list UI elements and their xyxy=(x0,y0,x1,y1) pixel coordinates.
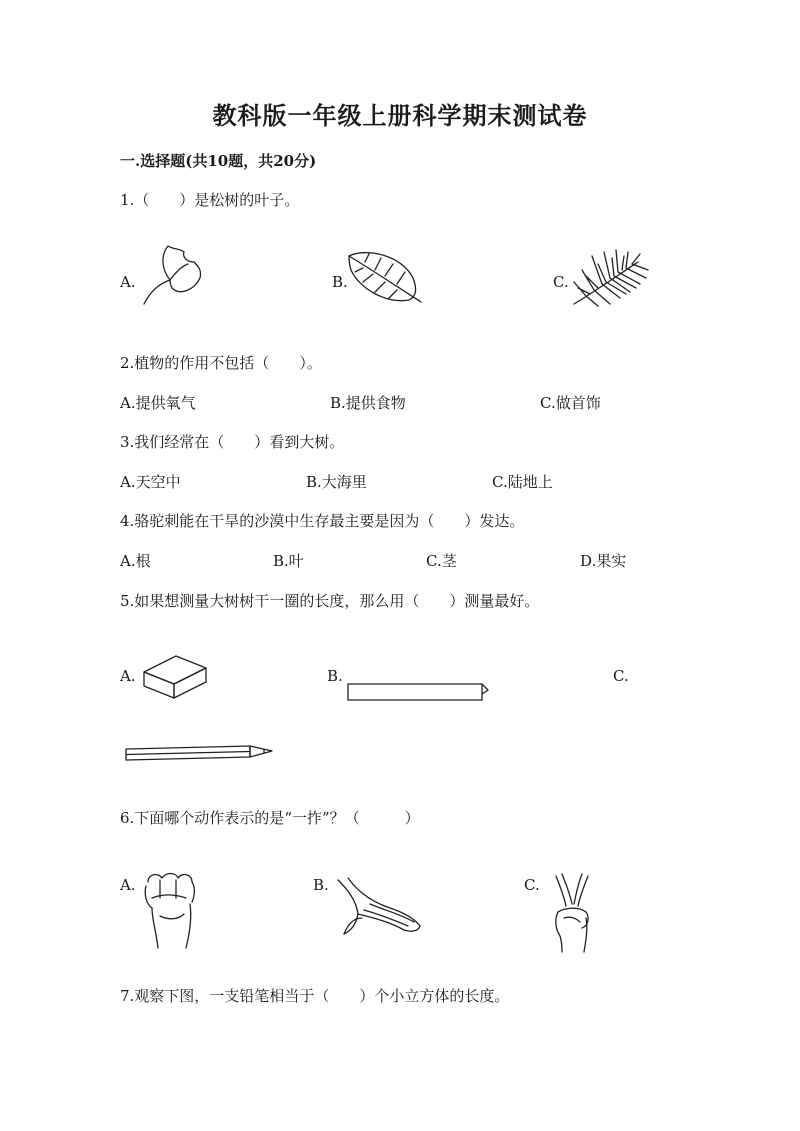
pencil-icon xyxy=(124,744,276,762)
q3-option-c[interactable]: C.陆地上 xyxy=(492,473,553,491)
q5-option-a[interactable]: A. xyxy=(120,667,136,685)
q1-option-a[interactable]: A. xyxy=(120,273,136,291)
q5-option-b[interactable]: B. xyxy=(327,667,343,685)
question-5: 5.如果想测量大树树干一圈的长度，那么用（ ）测量最好。 xyxy=(120,592,540,610)
q4-option-d[interactable]: D.果实 xyxy=(580,552,627,570)
q1-option-c[interactable]: C. xyxy=(553,273,569,291)
question-2: 2.植物的作用不包括（ ）。 xyxy=(120,354,322,372)
q6-option-c[interactable]: C. xyxy=(524,876,540,894)
q2-option-b[interactable]: B.提供食物 xyxy=(330,394,406,412)
pine-needles-icon xyxy=(570,248,650,308)
span-hand-icon xyxy=(334,874,424,938)
q3-option-b[interactable]: B.大海里 xyxy=(306,473,367,491)
q4-option-a[interactable]: A.根 xyxy=(120,552,151,570)
page-title: 教科版一年级上册科学期末测试卷 xyxy=(212,101,588,130)
q4-option-b[interactable]: B.叶 xyxy=(273,552,304,570)
question-7: 7.观察下图，一支铅笔相当于（ ）个小立方体的长度。 xyxy=(120,987,510,1005)
q3-option-a[interactable]: A.天空中 xyxy=(120,473,181,491)
fist-hand-icon xyxy=(138,868,202,952)
q2-option-a[interactable]: A.提供氧气 xyxy=(120,394,196,412)
question-3: 3.我们经常在（ ）看到大树。 xyxy=(120,433,345,451)
question-4: 4.骆驼刺能在干旱的沙漠中生存最主要是因为（ ）发达。 xyxy=(120,512,525,530)
tape-ruler-icon xyxy=(346,680,492,704)
broad-leaf-icon xyxy=(345,248,425,308)
q6-option-a[interactable]: A. xyxy=(120,876,136,894)
q1-option-b[interactable]: B. xyxy=(332,273,348,291)
q4-option-c[interactable]: C.茎 xyxy=(426,552,457,570)
ginkgo-leaf-icon xyxy=(140,242,210,307)
question-1: 1.（ ）是松树的叶子。 xyxy=(120,191,300,209)
section-heading: 一.选择题(共10题，共20分) xyxy=(120,152,317,170)
victory-hand-icon xyxy=(548,872,596,954)
eraser-icon xyxy=(140,650,210,702)
question-6: 6.下面哪个动作表示的是“一拃”？（ ） xyxy=(120,809,420,827)
q5-option-c[interactable]: C. xyxy=(613,667,629,685)
q6-option-b[interactable]: B. xyxy=(313,876,329,894)
q2-option-c[interactable]: C.做首饰 xyxy=(540,394,601,412)
